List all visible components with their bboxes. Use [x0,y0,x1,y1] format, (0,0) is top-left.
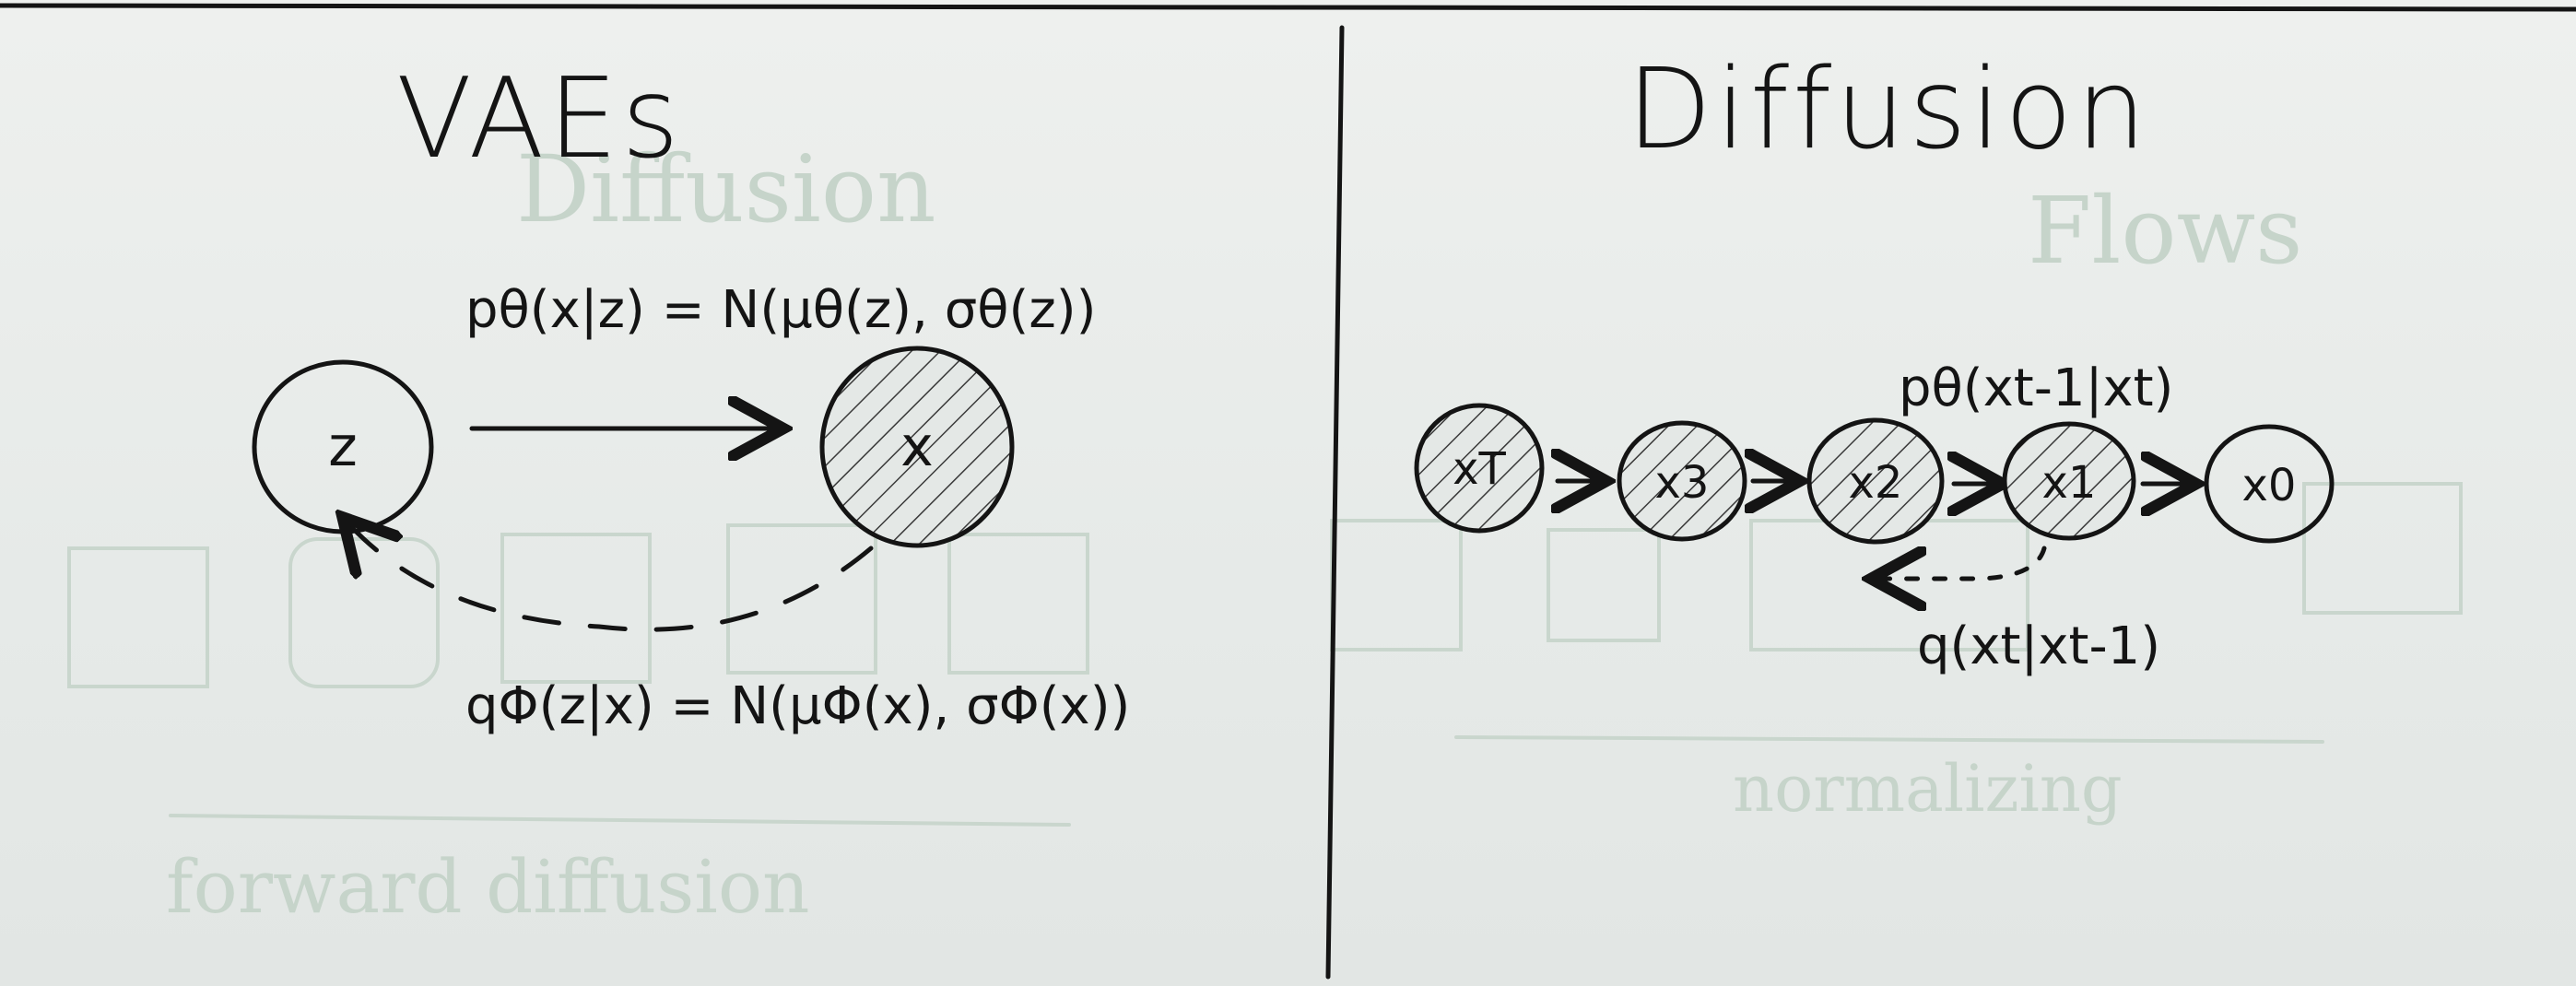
diffusion-panel [1417,46,2332,676]
diffusion-node-label: x0 [2241,460,2297,511]
reverse-process-equation: pθ(xt-1|xt) [1899,358,2174,418]
ghost-box [290,539,438,687]
ghost-arrow [171,816,1069,825]
encoder-dashed-arrow [346,521,871,629]
diffusion-title: Diffusion [1627,46,2150,174]
ghost-arrow [1456,737,2323,742]
ghost-writing: Flows [2028,177,2303,285]
decoder-equation: pθ(x|z) = N(μθ(z), σθ(z)) [465,280,1097,340]
ghost-box [728,525,876,673]
diffusion-node-label: x1 [2041,457,2097,509]
ghost-box [69,548,207,687]
ghost-box [949,534,1088,673]
ghost-writing: normalizing [1733,751,2123,827]
ghost-box [502,534,650,682]
encoder-equation: qΦ(z|x) = N(μΦ(x), σΦ(x)) [465,676,1131,736]
diffusion-node-label: x2 [1848,457,1903,509]
forward-process-dashed-arrow [1876,548,2044,579]
forward-process-equation: q(xt|xt-1) [1917,616,2161,676]
vae-title: VAEs [396,55,683,183]
data-node-label: x [900,415,934,479]
diffusion-node-label: x3 [1654,457,1710,509]
ghost-writing: Diffusion [516,135,936,243]
ghost-box [1332,521,1461,650]
ghost-box [1548,530,1659,640]
diffusion-node-label: xT [1453,443,1506,495]
ghost-writing: forward diffusion [166,844,810,930]
top-border [0,6,2576,9]
latent-node-label: z [328,415,358,479]
panel-divider [1328,28,1342,977]
